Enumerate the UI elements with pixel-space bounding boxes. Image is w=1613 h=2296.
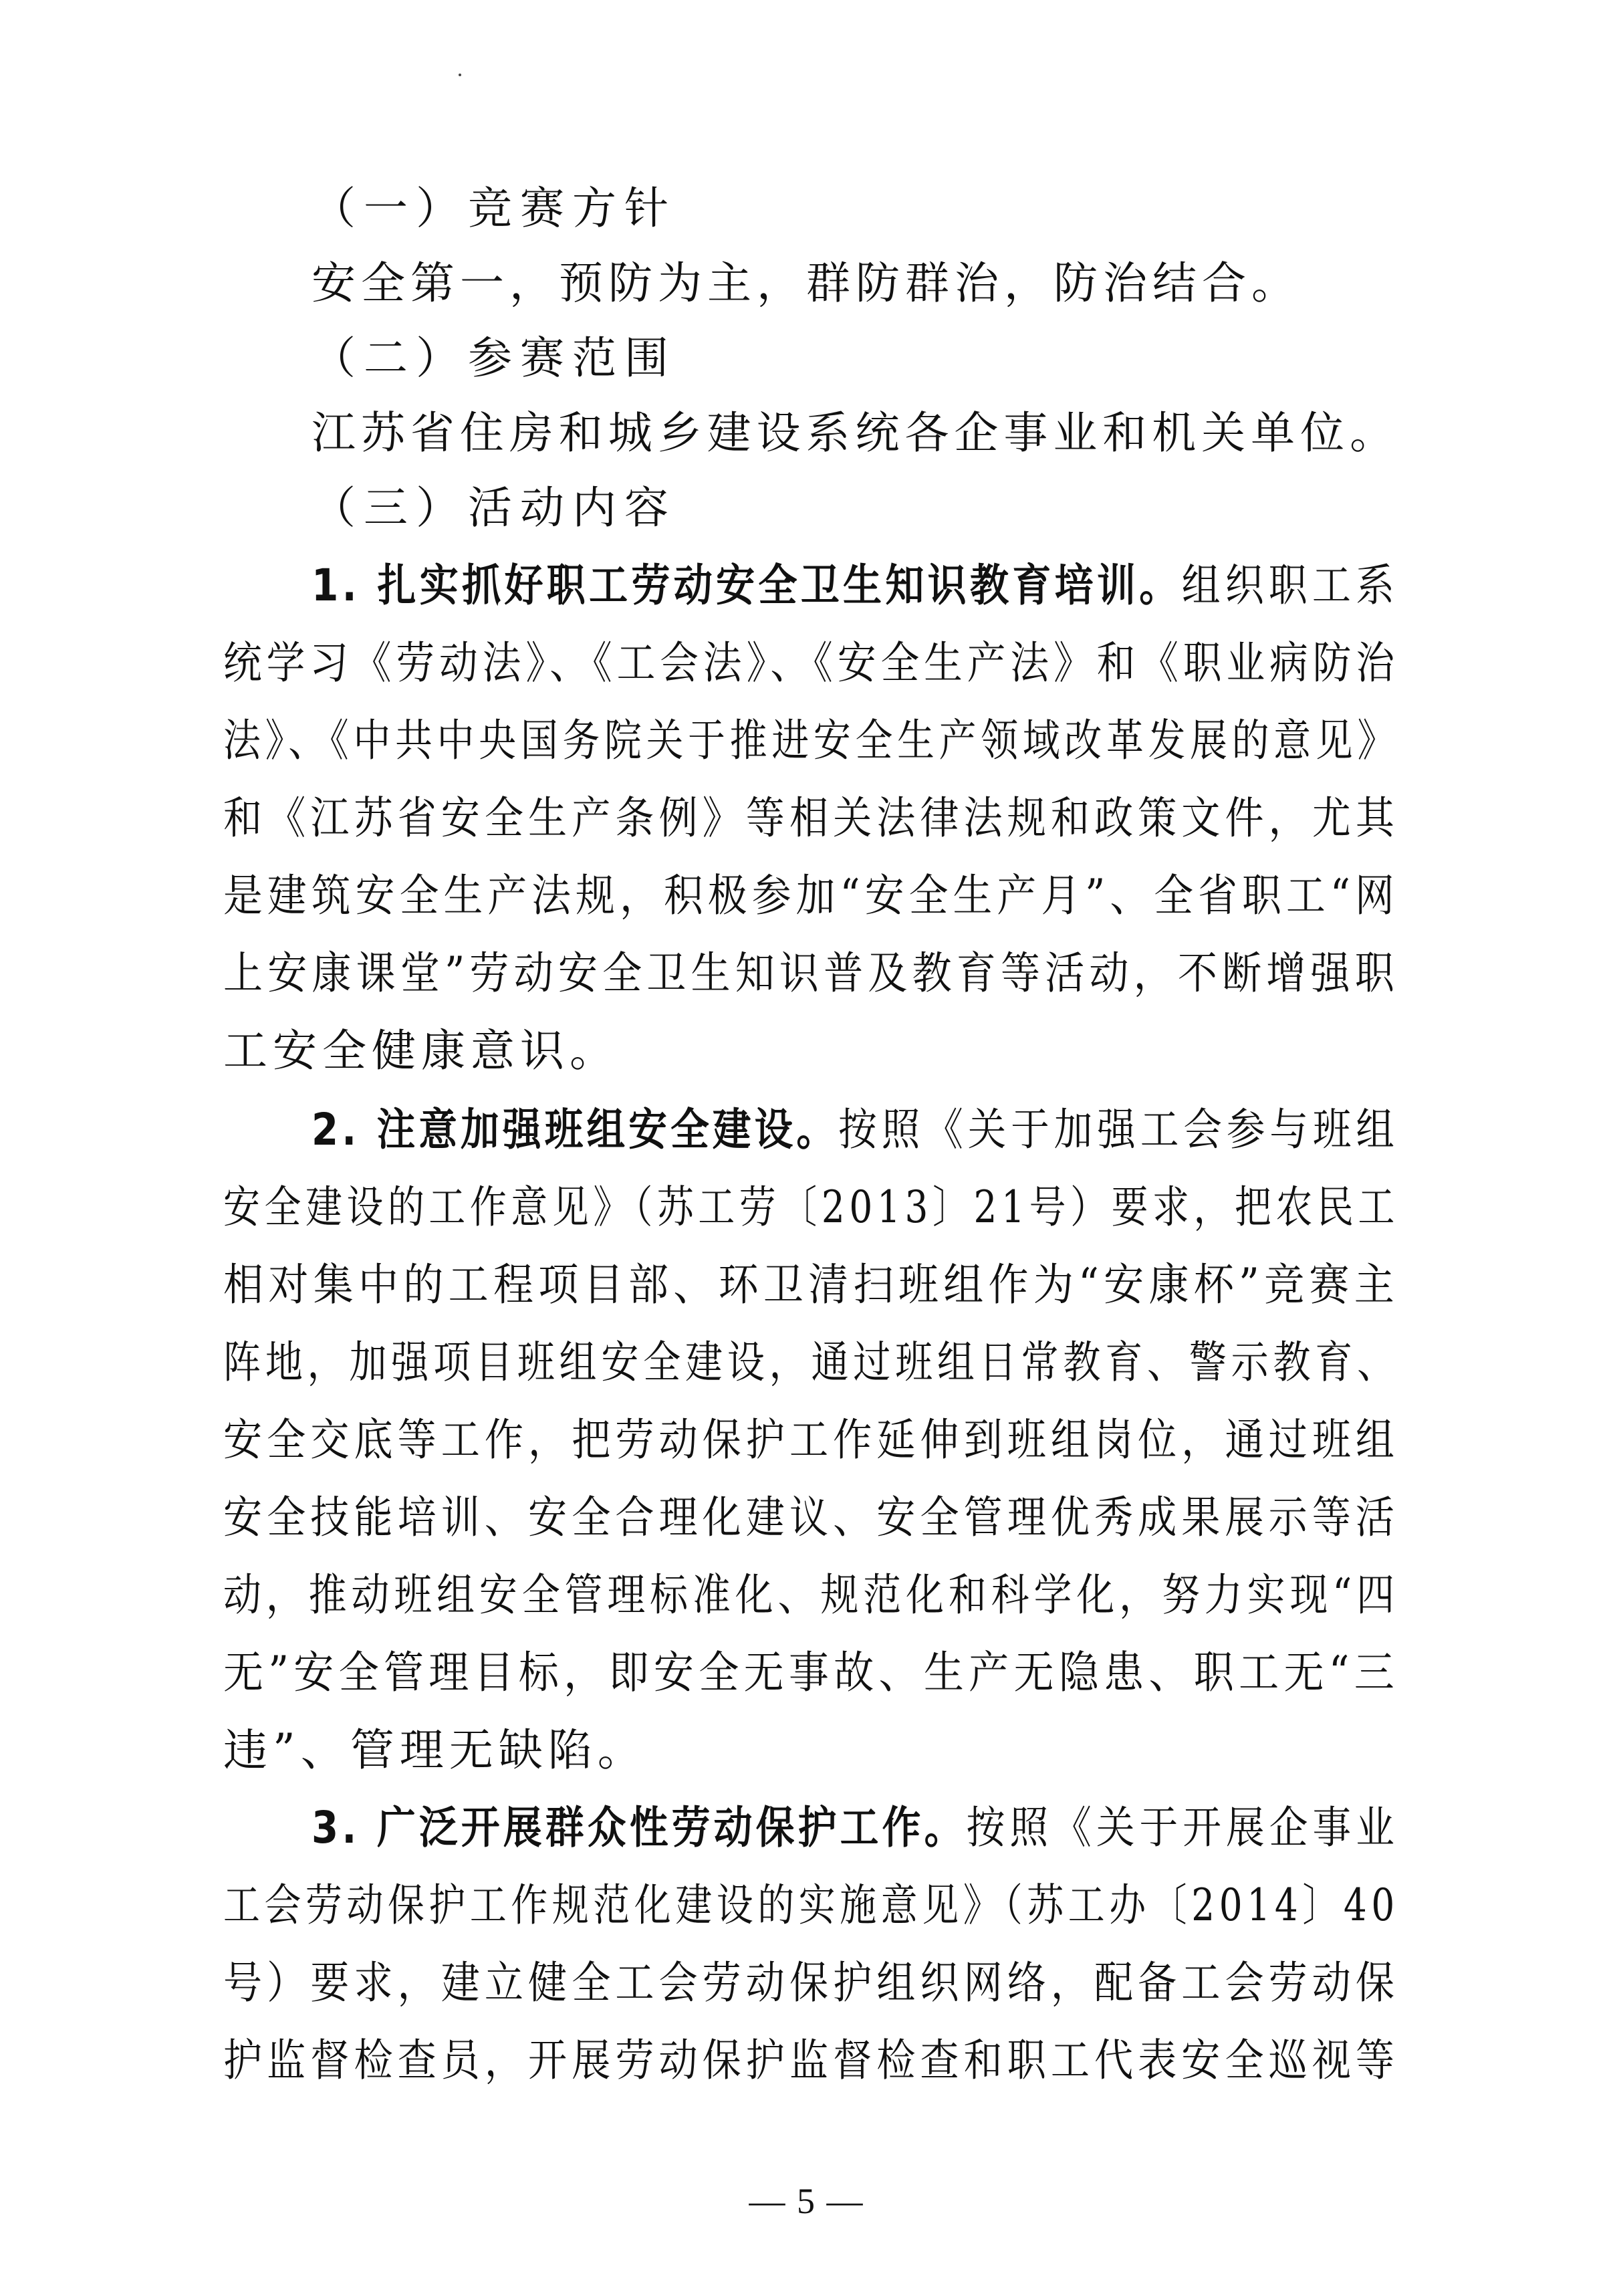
paragraph-line: 安全交底等工作，把劳动保护工作延伸到班组岗位，通过班组: [223, 1414, 1400, 1466]
item-first-line: [40, 1103, 1613, 1157]
item-lead: 2. 注意加强班组安全建设。: [312, 1104, 839, 1155]
item-text: 按照《关于加强工会参与班组: [838, 1104, 1399, 1155]
paragraph-line: 安全技能培训、安全合理化建议、安全管理优秀成果展示等活: [223, 1492, 1400, 1543]
paragraph-line: 动，推动班组安全管理标准化、规范化和科学化，努力实现“四: [223, 1569, 1400, 1621]
paragraph-line: 工安全健康意识。: [223, 1025, 619, 1076]
paragraph-line: 护监督检查员，开展劳动保护监督检查和职工代表安全巡视等: [223, 2035, 1400, 2086]
paragraph-line: 阵地，加强项目班组安全建设，通过班组日常教育、警示教育、: [223, 1337, 1399, 1388]
paragraph-line: 江苏省住房和城乡建设系统各企事业和机关单位。: [312, 407, 1400, 459]
item-first-line: [37, 559, 1613, 612]
item-text: 按照《关于开展企事业: [966, 1802, 1399, 1853]
page-number: — 5 —: [749, 2181, 864, 2221]
section-heading: （二）参赛范围: [312, 332, 676, 384]
item-lead: 1. 扎实抓好职工劳动安全卫生知识教育培训。: [312, 560, 1182, 611]
scan-speck: [459, 74, 461, 76]
paragraph-line: 法》、《中共中央国务院关于推进安全生产领域改革发展的意见》: [223, 715, 1400, 766]
paragraph-line: 安全第一，预防为主，群防群治，防治结合。: [312, 257, 1301, 309]
paragraph-line: 上安康课堂”劳动安全卫生知识普及教育等活动，不断增强职: [223, 947, 1399, 999]
paragraph-line: 违”、管理无缺陷。: [223, 1724, 647, 1776]
paragraph-line: 工会劳动保护工作规范化建设的实施意见》（苏工办〔2014〕40: [223, 1879, 1399, 1931]
item-text: 组织职工系: [1181, 560, 1400, 611]
paragraph-line: 号）要求，建立健全工会劳动保护组织网络，配备工会劳动保: [223, 1957, 1400, 2008]
section-heading: （三）活动内容: [312, 482, 676, 534]
item-lead: 3. 广泛开展群众性劳动保护工作。: [312, 1802, 967, 1853]
paragraph-line: 和《江苏省安全生产条例》等相关法律法规和政策文件，尤其: [223, 792, 1400, 844]
paragraph-line: 无”安全管理目标，即安全无事故、生产无隐患、职工无“三: [223, 1647, 1400, 1698]
paragraph-line: 安全建设的工作意见》（苏工劳〔2013〕21号）要求，把农民工: [223, 1181, 1399, 1233]
item-first-line: [39, 1801, 1613, 1855]
paragraph-line: 相对集中的工程项目部、环卫清扫班组作为“安康杯”竞赛主: [223, 1259, 1400, 1310]
paragraph-line: 统学习《劳动法》、《工会法》、《安全生产法》和《职业病防治: [223, 637, 1400, 689]
paragraph-line: 是建筑安全生产法规，积极参加“安全生产月”、全省职工“网: [223, 870, 1399, 921]
section-heading: （一）竞赛方针: [312, 183, 676, 234]
